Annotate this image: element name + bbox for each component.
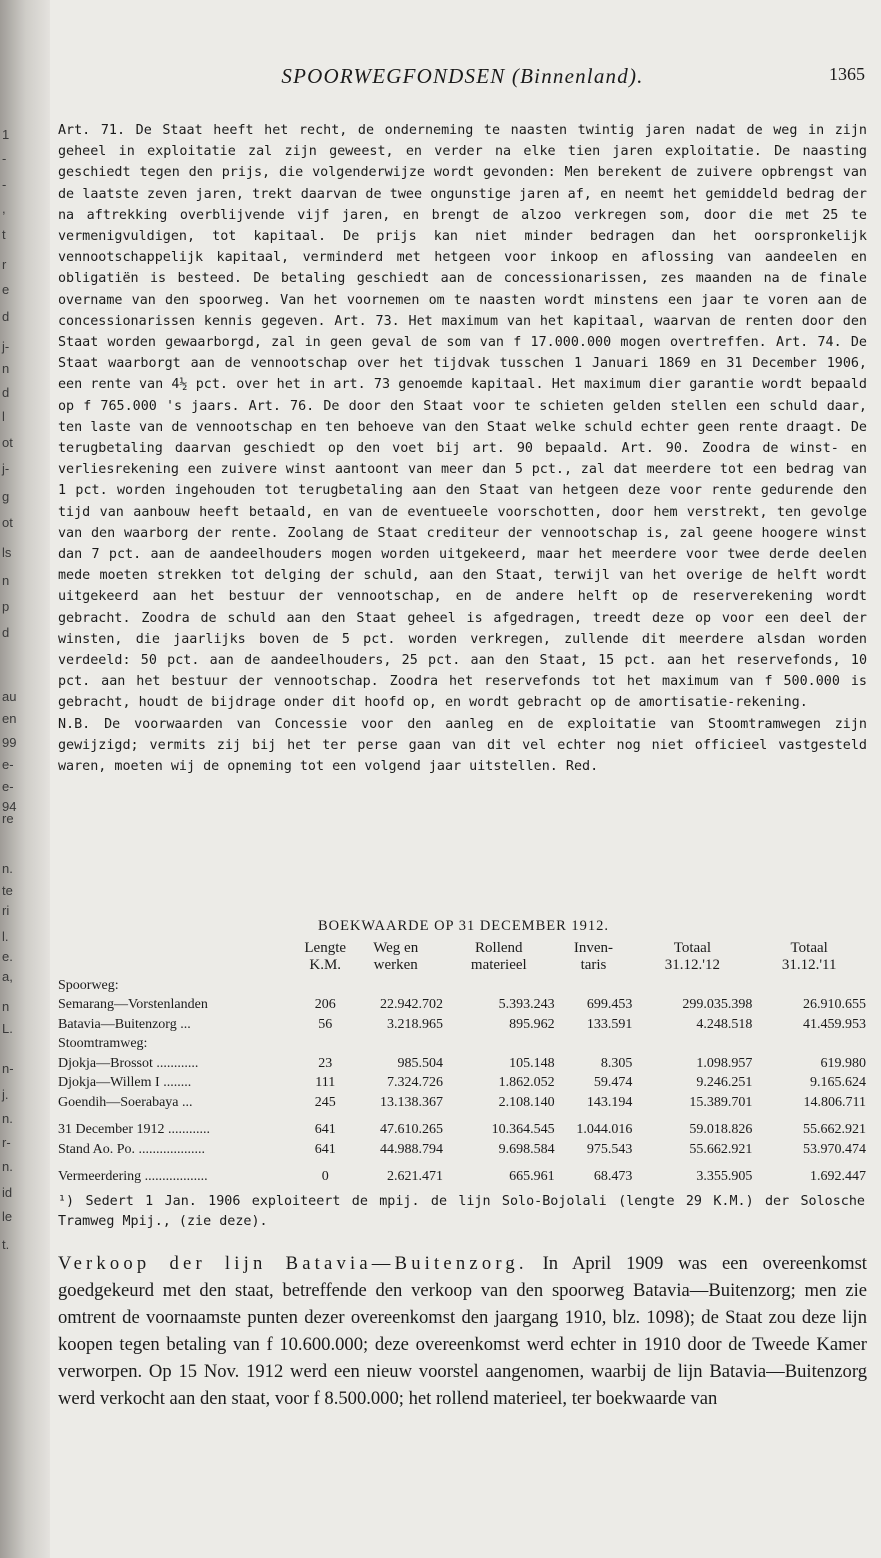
margin-mark: t. [2,1237,10,1252]
table-cell [752,1033,866,1053]
table-cell: 13.138.367 [380,1094,444,1110]
column-header [58,940,302,974]
row-label: Djokja—Brossot ............ [58,1055,199,1071]
margin-mark: j- [2,339,10,354]
margin-mark: - [2,151,7,166]
margin-mark: 99 [2,735,17,750]
margin-mark: n [2,361,10,376]
table-cell [302,974,348,994]
table-cell: 56 [318,1016,333,1032]
table-row [58,994,866,1014]
column-header: Inven- taris [573,940,614,973]
margin-mark: ot [2,435,13,450]
margin-mark: e- [2,779,14,794]
section-body: In April 1909 was een overeenkomst goedgekeurd met den staat, betreffende den verkoop van den spoorweg Batavia—Buitenzorg; men zie omtrent de voornaamste punten dezer overeenkomst den jaargang 1910, blz. 1098); de Staat zou deze lijn koopen tegen betaling van f 10.600.000; deze overeenkomst werd echter in 1910 door de Tweede Kamer verworpen. Op 15 Nov. 1912 werd een nieuw voorstel aangenomen, waarbij de lijn Batavia—Buitenzorg werd verkocht aan den staat, voor f 8.500.000; het rollend materieel, ter boekwaarde van [58,1253,867,1410]
table-cell: 5.393.243 [498,997,555,1012]
margin-mark: ri [2,903,10,918]
table-cell: 9.246.251 [696,1075,753,1090]
margin-mark: r- [2,1135,11,1150]
table-cell [348,1033,443,1053]
table-row [58,1072,866,1092]
table-header [58,940,866,974]
table-cell [443,1033,555,1053]
margin-mark: - [2,177,7,192]
margin-mark: d [2,309,10,324]
margin-mark: p [2,599,10,614]
sale-section [58,1250,867,1413]
row-label: Spoorweg: [58,977,119,993]
section-heading: Verkoop der lijn Batavia—Buitenzorg. [58,1253,528,1274]
table-cell: 3.355.905 [696,1169,753,1184]
page-number: 1365 [829,64,865,84]
table-cell: 26.910.655 [803,997,866,1012]
table-cell: 1.044.016 [576,1122,633,1137]
margin-mark: d [2,385,10,400]
row-label: Batavia—Buitenzorg ... [58,1016,191,1032]
table-cell: 9.165.624 [810,1075,866,1090]
table-cell: 47.610.265 [380,1122,444,1137]
column-header: Totaal 31.12.'11 [781,940,837,973]
table-footnote: ¹) Sedert 1 Jan. 1906 exploiteert de mpij. de lijn Solo-Bojolali (lengte 29 K.M.) der Solosche Tramweg Mpij., (zie deze). [58,1194,865,1229]
articles-body: Art. 71. De Staat heeft het recht, de onderneming te naasten twintig jaren nadat de weg in zijn geheel in exploitatie zal zijn geweest, en verder na elke tien jaren exploitatie. De naasting geschiedt tegen den prijs, die volgenderwijze wordt gevonden: Men berekent de zuivere opbrengst van de laatste zeven jaren, trekt daarvan de twee ongunstige jaren af, en neemt het gemiddeld bedrag der na aftrekking overblijvende vijf jaren, en brengt de alzoo verkregen som, door die met 25 te vermenigvuldigen, tot kapitaal. De prijs kan niet minder bedragen dan het oorspronkelijk vennootschappelijk kapitaal, verminderd met hetgeen voor inkoop en aflossing van aandeelen en obligatiën is besteed. De betaling geschiedt aan de concessionarissen, zes maanden na de finale overname van den spoorweg. Van het voornemen om te naasten wordt minstens een jaar te voren aan de concessionarissen kennis gegeven. Art. 73. Het maximum van het kapitaal, waarvan de renten door den Staat worden gewaarborgd, zal in geen geval de som van f 17.000.000 mogen overtreffen. Art. 74. De Staat waarborgt aan de vennootschap over het tijdvak tusschen 1 Januari 1869 en 31 December 1906, een rente van 4½ pct. over het in art. 73 genoemde kapitaal. Het maximum dier garantie wordt bepaald op f 765.000 's jaars. Art. 76. De door den Staat voor te schieten gelden stellen een schuld daar, ten laste van de vennootschap en ten behoeve van den Staat welke schuld echter geen rente draagt. De terugbetaling daarvan geschiedt op den voet bij art. 90 bepaald. Art. 90. Zoodra de winst- en verliesrekening een zuivere winst aantoont van meer dan 5 pct., zal dat meerdere tot een bedrag van 1 pct. worden ingehouden tot terugbetaling aan den Staat van hetgeen deze voor rente gedurende den tijd van aanbouw heeft betaald, en van de eventueele voorschotten, door hem verstrekt, ten gevolge van den waarborg der rente. Zoolang de Staat crediteur der vennootschap is, zal geene hoogere winst dan 7 pct. aan de aandeelhouders mogen worden uitgekeerd, maar het meerdere voor twee derde deelen mede moeten strekken tot delging der schuld, aan den Staat, terwijl van het overige de helft wordt uitgekeerd aan het bestuur der vennootschap, en de andere helft op de reserverekening wordt gebracht. Zoodra de schuld aan den Staat geheel is afgedragen, treedt deze op voor een deel der winsten, die jaarlijks boven de 5 pct. worden verkregen, zullende dit meerdere alsdan worden verdeeld: 50 pct. aan de aandeelhouders, 25 pct. aan den Staat, 15 pct. aan het reservefonds, 10 pct. aan het bestuur der vennootschap. Zoodra het reservefonds tot het maximum van f 500.000 is gebracht, houdt de bijdrage onder dit hoofd op, en wordt gebracht op de amortisatie-rekening. [58,123,867,711]
margin-mark: le [2,1209,13,1224]
table-title: BOEKWAARDE OP 31 DECEMBER 1912. [317,918,610,934]
table-cell: 55.662.921 [803,1122,866,1137]
table-cell: 1.692.447 [810,1169,866,1184]
table-row [58,1138,866,1158]
margin-mark: en [2,711,17,726]
table-cell [752,974,866,994]
margin-mark: g [2,489,10,504]
margin-mark: n- [2,1061,14,1076]
table-cell [443,974,555,994]
table-cell: 975.543 [586,1141,633,1157]
margin-mark: j- [2,461,10,476]
table-cell: 143.194 [586,1094,633,1110]
table-cell: 619.980 [820,1055,866,1071]
table-row [58,974,866,994]
table-row [58,1091,866,1111]
margin-mark: l. [2,929,9,944]
header-row [58,940,866,974]
table-cell: 59.474 [593,1075,633,1090]
table-cell: 44.988.794 [380,1141,444,1157]
table-row [58,1158,866,1186]
margin-mark: j. [2,1087,9,1102]
table-cell: 41.459.953 [803,1016,866,1032]
row-label: Stoomtramweg: [58,1036,148,1051]
table-cell: 59.018.826 [689,1122,753,1137]
table-cell: 111 [315,1075,336,1090]
table-cell: 14.806.711 [803,1094,866,1110]
margin-mark: n. [2,1159,13,1174]
margin-mark: e [2,282,10,297]
margin-mark: e- [2,757,14,772]
margin-mark: 94 [2,799,17,814]
book-value-table [58,940,866,1185]
table-cell: 53.970.474 [803,1141,866,1157]
table-row [58,1033,866,1053]
margin-mark: t [2,227,6,242]
margin-mark: a, [2,969,13,984]
margin-mark: e. [2,949,13,964]
margin-mark: au [2,689,17,704]
table-cell: 7.324.726 [387,1075,444,1090]
margin-mark: n. [2,861,13,876]
editor-note: N.B. De voorwaarden van Concessie voor den aanleg en de exploitatie van Stoomtramwegen zijn gewijzigd; vermits zij bij het ter perse gaan van dit vel echter nog niet officieel vastgesteld waren, moeten wij de opneming tot een volgend jaar uitstellen. Red. [58,716,867,775]
table-cell: 105.148 [509,1055,555,1071]
table-cell: 22.942.702 [380,997,444,1012]
table-row [58,1013,866,1033]
margin-mark: n [2,999,10,1014]
table-row [58,1111,866,1139]
table-cell: 55.662.921 [689,1141,753,1157]
bleed-through-margin [0,0,30,1558]
table-cell [555,1033,633,1053]
running-title: SPOORWEGFONDSEN (Binnenland). [281,64,644,88]
table-cell: 985.504 [397,1055,444,1071]
column-header: Weg en werken [373,940,419,973]
row-label: Goendih—Soerabaya ... [58,1094,193,1110]
table-row [58,1052,866,1072]
table-cell: 15.389.701 [689,1094,753,1110]
table-cell: 641 [314,1122,336,1137]
table-cell: 9.698.584 [498,1141,555,1157]
column-header: Totaal 31.12.'12 [664,940,720,973]
row-label: Vermeerdering .................. [58,1169,208,1184]
table-cell: 895.962 [509,1016,555,1032]
table-cell: 665.961 [509,1169,555,1184]
table-cell: 699.453 [586,997,633,1012]
margin-mark: d [2,625,10,640]
row-label: Semarang—Vorstenlanden [58,997,208,1012]
margin-mark: l [2,409,5,424]
table-cell: 23 [318,1055,333,1071]
table-cell: 1.862.052 [498,1075,555,1090]
table-cell [302,1033,348,1053]
table-cell: 1.098.957 [696,1055,753,1071]
margin-mark: ls [2,545,12,560]
table-cell: 3.218.965 [387,1016,444,1032]
table-cell: 2.621.471 [387,1169,444,1184]
table-cell: 133.591 [586,1016,633,1032]
margin-mark: n [2,573,10,588]
margin-mark: , [2,201,6,216]
table-cell: 10.364.545 [491,1122,555,1137]
row-label: Stand Ao. Po. ................... [58,1141,206,1157]
margin-mark: n. [2,1111,13,1126]
table-cell: 641 [314,1141,336,1157]
table-cell: 245 [314,1094,336,1110]
table-cell [348,974,443,994]
margin-mark: re [2,811,14,826]
table-cell [632,974,752,994]
table-cell [555,974,633,994]
row-label: Djokja—Willem I ........ [58,1075,192,1090]
row-label: 31 December 1912 ............ [58,1122,211,1137]
column-header: Rollend materieel [470,940,527,973]
page-header [60,64,865,94]
table-cell: 8.305 [600,1055,633,1071]
table-cell [632,1033,752,1053]
margin-mark: id [2,1185,13,1200]
table-cell: 68.473 [593,1169,633,1184]
table-cell: 206 [314,997,336,1012]
table-cell: 299.035.398 [682,997,753,1012]
column-header: Lengte K.M. [304,940,347,973]
table-body [58,974,866,1185]
table-cell: 4.248.518 [696,1016,753,1032]
margin-mark: ot [2,515,13,530]
margin-mark: 1 [2,127,10,142]
margin-mark: L. [2,1021,13,1036]
table-cell: 0 [321,1169,329,1184]
concession-articles [58,120,867,777]
margin-mark: te [2,883,13,898]
table-cell: 2.108.140 [498,1094,555,1110]
margin-mark: r [2,257,7,272]
